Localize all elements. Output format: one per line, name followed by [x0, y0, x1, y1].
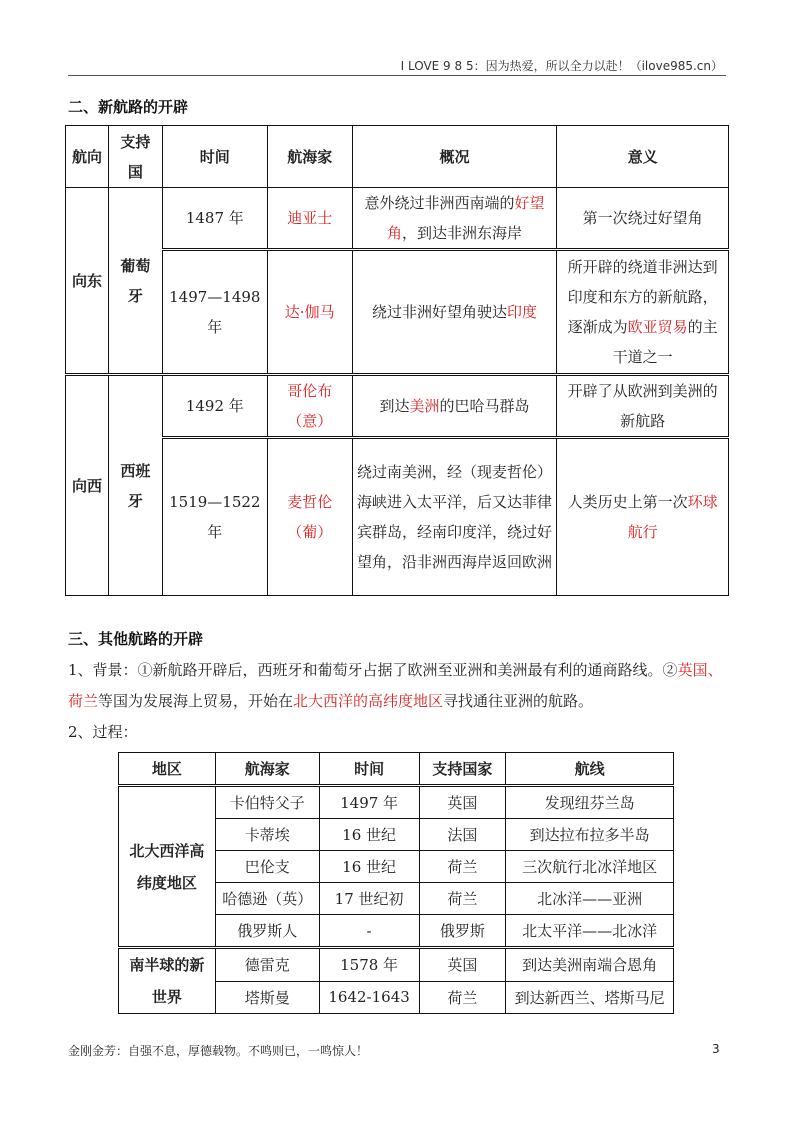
country-cell: 荷兰: [419, 851, 506, 883]
background-paragraph: 1、背景：①新航路开辟后，西班牙和葡萄牙占据了欧洲至亚洲和美洲最有利的通商路线。②英国、荷兰等国为发展海上贸易，开始在北大西洋的高纬度地区寻找通往亚洲的航路。: [68, 661, 723, 710]
route-cell: 三次航行北冰洋地区: [506, 851, 674, 883]
section2-title: 二、新航路的开辟: [68, 98, 189, 116]
navigator-cell: 俄罗斯人: [215, 915, 319, 948]
time-cell: 17 世纪初: [319, 883, 419, 915]
time-cell: -: [319, 915, 419, 948]
region-north-atlantic: 北大西洋高纬度地区: [119, 786, 216, 948]
navigator-cell: 达·伽马: [267, 250, 352, 375]
country-cell: 荷兰: [419, 883, 506, 915]
new-routes-table: [65, 125, 729, 596]
other-routes-table: [118, 752, 674, 1014]
time-cell: 16 世纪: [319, 851, 419, 883]
table-row: [66, 438, 729, 596]
col-overview: 概况: [352, 126, 557, 188]
region-southern-hemisphere: 南半球的新世界: [119, 948, 216, 1014]
header-divider: [68, 75, 726, 76]
navigator-cell: 卡伯特父子: [215, 786, 319, 819]
route-cell: 到达新西兰、塔斯马尼: [506, 981, 674, 1014]
country-cell: 法国: [419, 819, 506, 851]
footer-motto: 金刚金芳：自强不息，厚德载物。不鸣则已，一鸣惊人！: [68, 1044, 369, 1058]
meaning-cell: 开辟了从欧洲到美洲的新航路: [557, 375, 729, 438]
table-header-row: [66, 126, 729, 188]
route-cell: 北冰洋——亚洲: [506, 883, 674, 915]
meaning-cell: 人类历史上第一次环球航行: [557, 438, 729, 596]
col-time: 时间: [162, 126, 267, 188]
navigator-cell: 麦哲伦（葡）: [267, 438, 352, 596]
time-cell: 16 世纪: [319, 819, 419, 851]
route-cell: 到达拉布拉多半岛: [506, 819, 674, 851]
page-number: 3: [712, 1042, 720, 1056]
process-label: 2、过程：: [68, 723, 138, 741]
route-cell: 发现纽芬兰岛: [506, 786, 674, 819]
time-cell: 1487 年: [162, 188, 267, 250]
route-cell: 北太平洋——北冰洋: [506, 915, 674, 948]
overview-cell: 到达美洲的巴哈马群岛: [352, 375, 557, 438]
direction-east: 向东: [66, 188, 109, 375]
time-cell: 1497—1498 年: [162, 250, 267, 375]
page-header: I LOVE 9 8 5：因为热爱，所以全力以赴！（ilove985.cn）: [400, 59, 723, 73]
overview-cell: 绕过南美洲，经（现麦哲伦）海峡进入太平洋，后又达菲律宾群岛，经南印度洋，绕过好望角，沿非洲西海岸返回欧洲: [352, 438, 557, 596]
route-cell: 到达美洲南端合恩角: [506, 948, 674, 982]
country-cell: 英国: [419, 786, 506, 819]
country-spain: 西班牙: [108, 375, 162, 596]
col-route: 航线: [506, 753, 674, 786]
country-portugal: 葡萄牙: [108, 188, 162, 375]
navigator-cell: 塔斯曼: [215, 981, 319, 1014]
col-region: 地区: [119, 753, 216, 786]
meaning-cell: 第一次绕过好望角: [557, 188, 729, 250]
navigator-cell: 巴伦支: [215, 851, 319, 883]
navigator-cell: 哈德逊（英）: [215, 883, 319, 915]
country-cell: 英国: [419, 948, 506, 982]
time-cell: 1492 年: [162, 375, 267, 438]
navigator-cell: 迪亚士: [267, 188, 352, 250]
col-direction: 航向: [66, 126, 109, 188]
navigator-cell: 哥伦布（意）: [267, 375, 352, 438]
time-cell: 1497 年: [319, 786, 419, 819]
col-navigator: 航海家: [267, 126, 352, 188]
col-meaning: 意义: [557, 126, 729, 188]
country-cell: 荷兰: [419, 981, 506, 1014]
col-country: 支持国: [108, 126, 162, 188]
time-cell: 1519—1522 年: [162, 438, 267, 596]
col-navigator: 航海家: [215, 753, 319, 786]
meaning-cell: 所开辟的绕道非洲达到印度和东方的新航路，逐渐成为欧亚贸易的主干道之一: [557, 250, 729, 375]
overview-cell: 绕过非洲好望角驶达印度: [352, 250, 557, 375]
direction-west: 向西: [66, 375, 109, 596]
time-cell: 1578 年: [319, 948, 419, 982]
country-cell: 俄罗斯: [419, 915, 506, 948]
table-row: [119, 948, 674, 982]
col-country: 支持国家: [419, 753, 506, 786]
table-row: [66, 188, 729, 250]
navigator-cell: 卡蒂埃: [215, 819, 319, 851]
table-row: [119, 786, 674, 819]
col-time: 时间: [319, 753, 419, 786]
table-header-row: [119, 753, 674, 786]
time-cell: 1642-1643: [319, 981, 419, 1014]
overview-cell: 意外绕过非洲西南端的好望角，到达非洲东海岸: [352, 188, 557, 250]
navigator-cell: 德雷克: [215, 948, 319, 982]
table-row: [66, 250, 729, 375]
section3-title: 三、其他航路的开辟: [68, 630, 204, 648]
table-row: [66, 375, 729, 438]
